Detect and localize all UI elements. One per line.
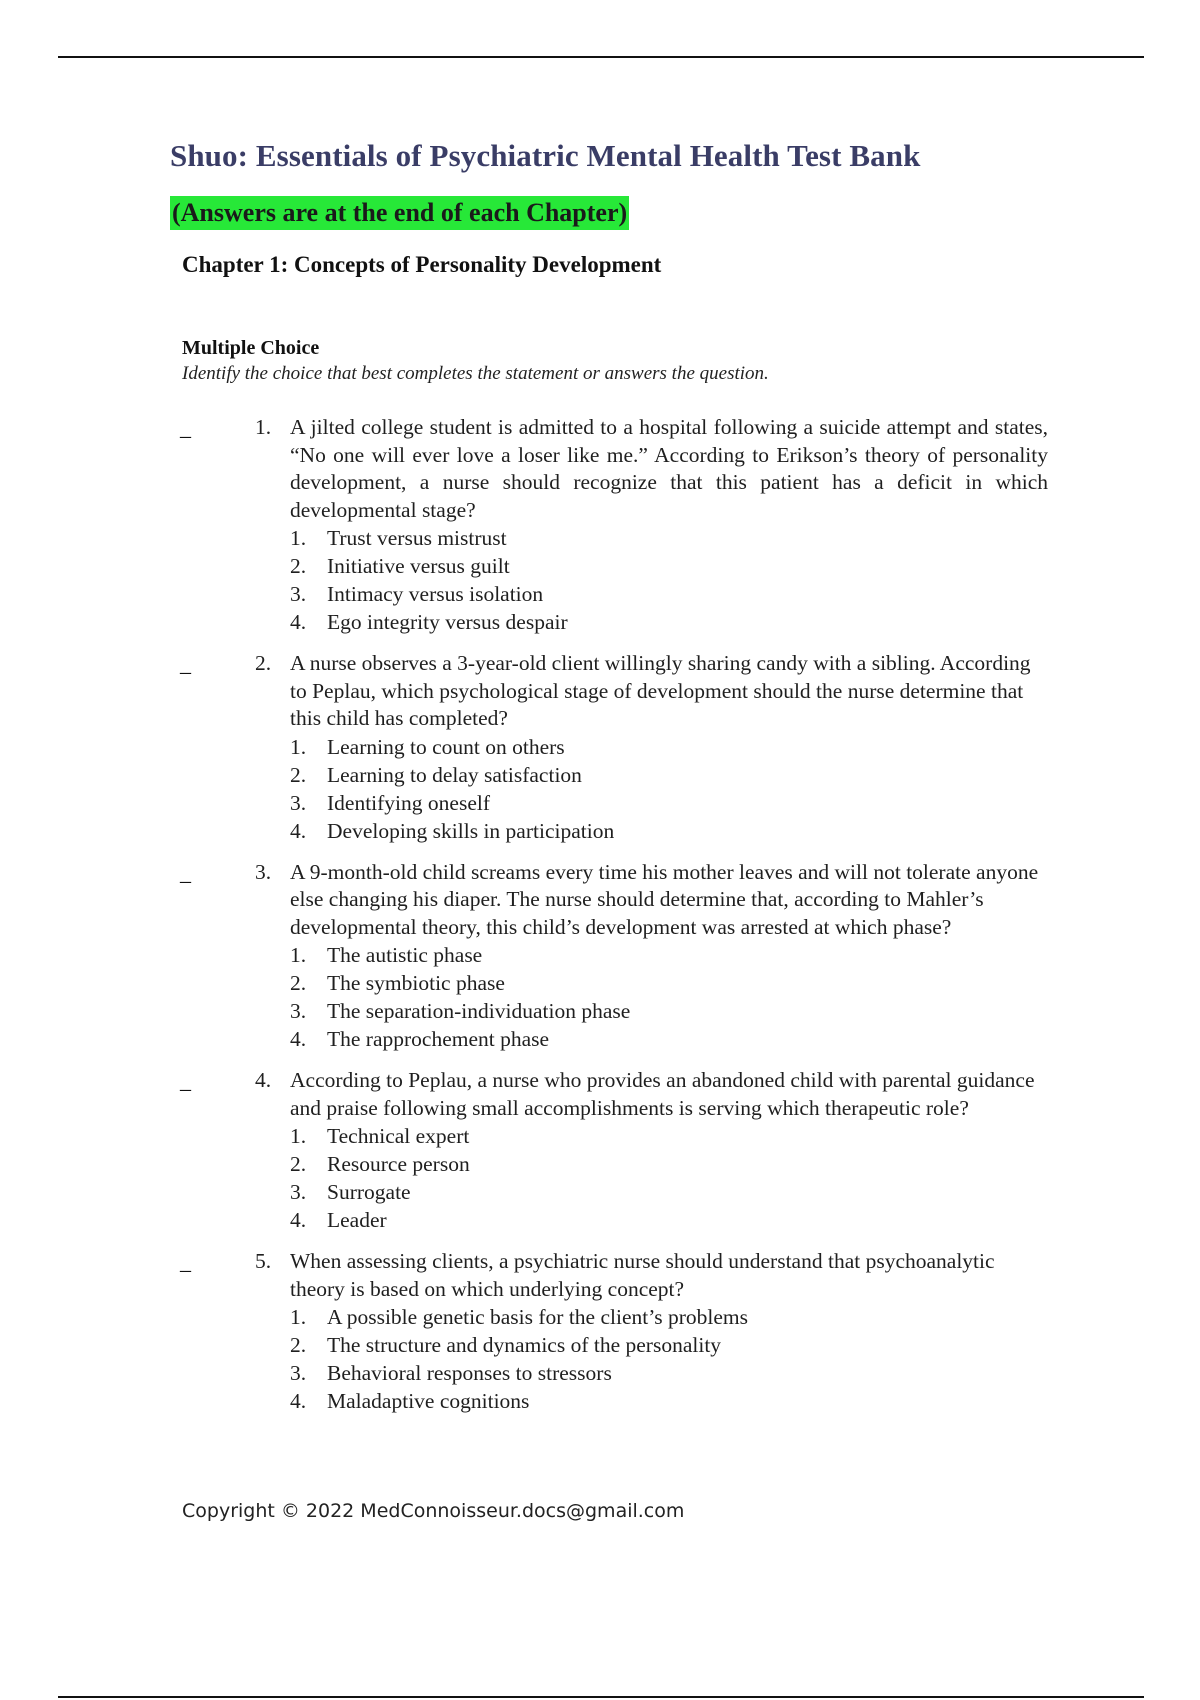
option-text: Learning to delay satisfaction <box>327 762 582 787</box>
copyright-footer: Copyright © 2022 MedConnoisseur.docs@gmail.com <box>182 1500 685 1522</box>
option-item <box>0 789 1200 817</box>
question-item <box>0 1248 1200 1415</box>
option-number: 1. <box>290 734 307 759</box>
option-number: 3. <box>290 790 307 815</box>
answer-blank: _ <box>180 1249 191 1274</box>
option-number: 4. <box>290 1208 307 1232</box>
answers-note: (Answers are at the end of each Chapter) <box>170 196 629 230</box>
option-item <box>0 580 1200 608</box>
document-title: Shuo: Essentials of Psychiatric Mental Health Test Bank <box>170 138 921 173</box>
option-text: Ego integrity versus despair <box>327 610 568 634</box>
option-list <box>0 1303 1200 1415</box>
option-number: 1. <box>290 943 307 967</box>
question-item <box>0 414 1200 636</box>
option-item <box>0 1122 1200 1150</box>
option-item <box>0 1303 1200 1331</box>
option-list <box>0 524 1200 636</box>
bottom-rule <box>58 1696 1144 1698</box>
question-stem: A 9-month-old child screams every time his mother leaves and will not tolerate anyone else changing his diaper. The nurse should determine that, according to Mahler’s developmental theory, this child’s development was arrested at which phase? <box>290 859 1039 939</box>
option-text: Learning to count on others <box>327 734 565 759</box>
option-number: 4. <box>290 818 307 843</box>
section-heading: Multiple Choice <box>182 337 320 359</box>
option-item <box>0 1387 1200 1415</box>
option-text: The structure and dynamics of the personality <box>327 1333 722 1357</box>
option-number: 4. <box>290 610 307 634</box>
option-number: 1. <box>290 1305 307 1329</box>
answer-blank: _ <box>180 415 191 440</box>
option-number: 3. <box>290 1361 307 1385</box>
answer-blank: _ <box>180 859 191 885</box>
option-number: 2. <box>290 1333 307 1357</box>
option-list <box>0 941 1200 1053</box>
chapter-title: Chapter 1: Concepts of Personality Development <box>182 252 662 277</box>
option-item <box>0 1150 1200 1178</box>
question-stem: According to Peplau, a nurse who provides an abandoned child with parental guidance and praise following small accomplishments is serving which therapeutic role? <box>290 1068 1035 1120</box>
option-item <box>0 1206 1200 1234</box>
question-item <box>0 859 1200 1054</box>
option-text: Trust versus mistrust <box>327 526 507 550</box>
option-number: 2. <box>290 554 307 578</box>
question-number: 5. <box>255 1249 272 1273</box>
question-number: 3. <box>255 859 272 884</box>
option-item <box>0 941 1200 969</box>
option-item <box>0 997 1200 1025</box>
section-instructions: Identify the choice that best completes the statement or answers the question. <box>182 363 769 384</box>
option-item <box>0 1331 1200 1359</box>
option-text: A possible genetic basis for the client’s problems <box>327 1305 748 1329</box>
answer-blank: _ <box>180 1068 191 1093</box>
option-item <box>0 1359 1200 1387</box>
question-item <box>0 650 1200 845</box>
option-text: The symbiotic phase <box>327 971 505 995</box>
question-number: 1. <box>255 415 272 439</box>
option-item <box>0 969 1200 997</box>
question-list <box>0 414 1200 1429</box>
option-item <box>0 552 1200 580</box>
option-number: 4. <box>290 1389 307 1413</box>
option-text: The autistic phase <box>327 943 483 967</box>
option-text: Initiative versus guilt <box>327 554 510 578</box>
question-number: 4. <box>255 1068 272 1092</box>
option-item <box>0 1178 1200 1206</box>
option-item <box>0 761 1200 789</box>
option-text: Intimacy versus isolation <box>327 582 544 606</box>
option-number: 2. <box>290 762 307 787</box>
option-item <box>0 817 1200 845</box>
answer-blank: _ <box>180 651 191 676</box>
option-text: The separation-individuation phase <box>327 999 631 1023</box>
option-number: 2. <box>290 1152 307 1176</box>
option-item <box>0 608 1200 636</box>
question-item <box>0 1067 1200 1234</box>
top-rule <box>58 56 1144 58</box>
option-number: 3. <box>290 1180 307 1204</box>
option-number: 2. <box>290 971 307 995</box>
option-text: Technical expert <box>327 1124 470 1148</box>
option-text: Leader <box>327 1208 387 1232</box>
option-number: 3. <box>290 582 307 606</box>
option-number: 4. <box>290 1027 307 1051</box>
option-item <box>0 524 1200 552</box>
option-text: Identifying oneself <box>327 790 490 815</box>
option-item <box>0 1025 1200 1053</box>
option-text: Behavioral responses to stressors <box>327 1361 612 1385</box>
question-number: 2. <box>255 651 272 675</box>
option-list <box>0 1122 1200 1234</box>
question-stem: A nurse observes a 3-year-old client willingly sharing candy with a sibling. According to Peplau, which psychological stage of development should the nurse determine that this child has completed? <box>290 651 1031 730</box>
option-number: 1. <box>290 526 307 550</box>
option-text: Maladaptive cognitions <box>327 1389 530 1413</box>
option-text: Resource person <box>327 1152 470 1176</box>
question-stem: A jilted college student is admitted to a hospital following a suicide attempt and states, “No one will ever love a loser like me.” According to Erikson’s theory of personality development, a nurse should recognize that this patient has a deficit in which developmental stage? <box>290 415 1048 522</box>
option-item <box>0 733 1200 761</box>
option-list <box>0 733 1200 845</box>
option-number: 1. <box>290 1124 307 1148</box>
question-stem: When assessing clients, a psychiatric nurse should understand that psychoanalytic theory is based on which underlying concept? <box>290 1249 995 1301</box>
option-text: The rapprochement phase <box>327 1027 550 1051</box>
option-number: 3. <box>290 999 307 1023</box>
option-text: Developing skills in participation <box>327 818 615 843</box>
option-text: Surrogate <box>327 1180 411 1204</box>
